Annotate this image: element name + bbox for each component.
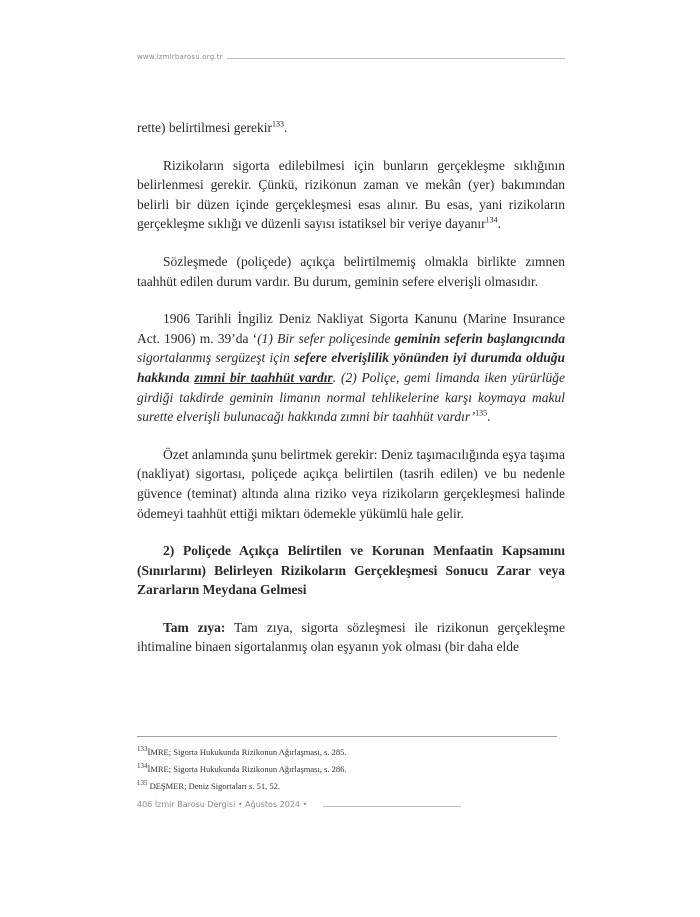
quote-emphasis-underlined: zımni bir taahhüt vardır — [194, 369, 333, 385]
footnote-separator — [137, 736, 565, 742]
header-url: www.izmirbarosu.org.tr — [137, 53, 223, 61]
page-body — [137, 118, 565, 657]
footnote — [137, 761, 565, 778]
footnote-number: 135 — [137, 779, 148, 788]
paragraph-marine-act — [137, 309, 565, 427]
footnote-text: DEŞMER; Deniz Sigortaları s. 51, 52. — [149, 781, 280, 791]
punctuation: . — [283, 120, 288, 135]
page-footer — [137, 800, 437, 814]
run-in-heading: Tam zıya: — [163, 619, 226, 635]
quote-emphasis: sefere elverişlilik yönünden iyi durumda olduğu hakkında — [137, 350, 565, 385]
quote-part: (1) Bir sefer poliçesinde — [257, 330, 395, 346]
paragraph-summary: Özet anlamında şunu belirtmek gerekir: Deniz taşımacılığında eşya taşıma (nakliyat) sigortası, poliçede açıkça belirtilen (tasrih edilen) ve bu nedenle güvence (teminat) altında alına riziko veya rizikoların gerçekleşmesi halinde ödemeyi taahhüt ettiği miktarı ödemekle yükümlü hale gelir. — [137, 446, 565, 521]
paragraph-continuation — [137, 118, 565, 138]
footnote-text: İMRE; Sigorta Hukukunda Rizikonun Ağırlaşması, s. 285. — [147, 747, 347, 757]
paragraph-implied-warranty: Sözleşmede (poliçede) açıkça belirtilmemiş olmakla birlikte zımnen taahhüt edilen durum vardır. Bu durum, geminin sefere elverişli olmasıdır. — [137, 253, 565, 289]
section-heading: 2) Poliçede Açıkça Belirtilen ve Korunan Menfaatin Kapsamını (Sınırlarını) Belirleyen Rizikoların Gerçekleşmesi Sonucu Zarar veya Zararların Meydana Gelmesi — [137, 543, 565, 598]
paragraph-total-loss — [137, 618, 565, 657]
footnote — [137, 778, 565, 795]
punctuation: . — [497, 216, 502, 232]
footer-text: 406 İzmir Barosu Dergisi • Ağustos 2024 • — [137, 800, 308, 809]
paragraph-text: Tam zıya, sigorta sözleşmesi ile rizikonun gerçekleşme ihtimaline binaen sigortalanmış olan eşyanın yok olması (bir daha elde — [137, 619, 566, 655]
header-rule — [227, 58, 565, 59]
footnote-text: İMRE; Sigorta Hukukunda Rizikonun Ağırlaşması, s. 286. — [147, 764, 347, 774]
quote-part: sigortalanmış sergüzeşt için — [137, 350, 294, 366]
punctuation: . — [487, 409, 491, 425]
footnote — [137, 744, 565, 761]
footnote-ref: 133 — [271, 119, 284, 129]
paragraph-text: rette) belirtilmesi gerekir — [137, 120, 272, 135]
footnote-ref: 134 — [485, 215, 498, 225]
footer-rule — [323, 806, 461, 807]
footnotes — [137, 744, 565, 795]
footnote-ref: 135 — [475, 408, 488, 418]
page-header — [137, 53, 565, 67]
paragraph-text: Rizikoların sigorta edilebilmesi için bunların gerçekleşme sıklığının belirlenmesi gerekir. Çünkü, rizikonun zaman ve mekân (yer) bakımından belirli bir düzen içinde gerçekleşmesi esas alınır. Bu esas, yani rizikoların gerçekleşme sıklığı ve düzenli sayısı istatiksel bir veriye dayanır — [137, 157, 565, 232]
quote-emphasis: geminin seferin başlangıcında — [394, 330, 565, 346]
paragraph-text: 1906 Tarihli İngiliz Deniz Nakliyat Sigorta Kanunu (Marine Insurance Act. 1906) m. 39’da ‘ — [137, 311, 565, 346]
footnote-number: 133 — [137, 745, 148, 754]
quote-part: . (2) Poliçe, gemi limanda iken yürürlüğe girdiği takdirde geminin limanın normal tehlikelerine karşı koymaya makul surette elverişli bulunacağı hakkında zımni bir taahhüt vardır’ — [137, 369, 566, 425]
footnote-number: 134 — [137, 762, 148, 771]
paragraph-risk-frequency — [137, 156, 565, 234]
